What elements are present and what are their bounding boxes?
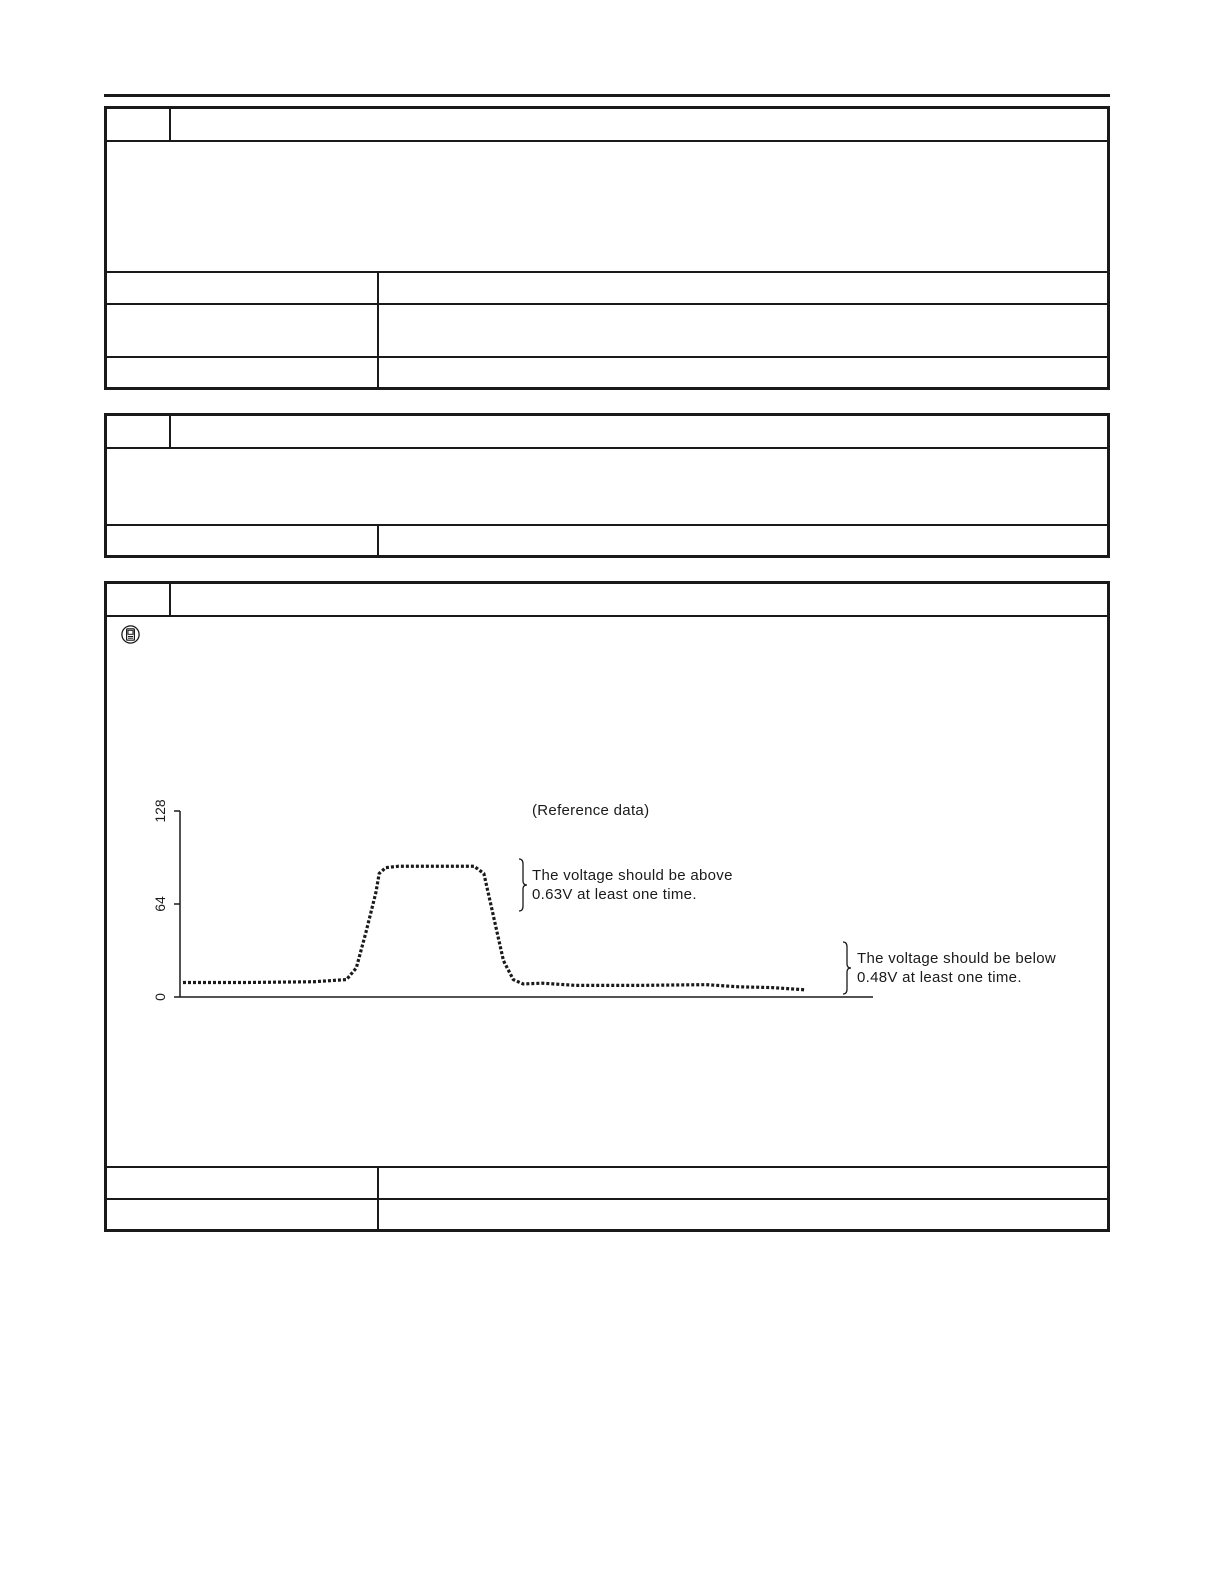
result-label: [107, 273, 379, 303]
procedure-block-3: [104, 581, 1110, 1232]
annotation-lower: [857, 949, 1056, 987]
result-action: [379, 358, 1107, 390]
step-number-cell: [107, 416, 171, 447]
result-row: [107, 1198, 1107, 1232]
y-tick-label: 0: [152, 993, 168, 1001]
annotation-bracket-lower: [843, 942, 851, 994]
block-header: [107, 416, 1107, 449]
annotation-line: 0.48V at least one time.: [857, 969, 1022, 986]
result-action: [379, 1168, 1107, 1198]
result-row: [107, 356, 1107, 390]
step-number-cell: [107, 109, 171, 140]
y-tick-label: 64: [152, 896, 168, 912]
annotation-line: The voltage should be below: [857, 950, 1057, 967]
result-action: [379, 1200, 1107, 1232]
block-instructions: [107, 449, 1107, 524]
annotation-line: The voltage should be above: [532, 867, 733, 884]
block-instructions: [107, 142, 1107, 271]
result-action: [379, 526, 1107, 558]
block-header: [107, 109, 1107, 142]
chart-title: (Reference data): [532, 802, 650, 819]
result-label: [107, 1200, 379, 1232]
result-label: [107, 1168, 379, 1198]
annotation-line: 0.63V at least one time.: [532, 886, 697, 903]
procedure-block-2: [104, 413, 1110, 558]
result-row: [107, 271, 1107, 303]
block-instructions: [107, 617, 1107, 1166]
annotation-upper: [532, 866, 733, 904]
result-row: [107, 524, 1107, 558]
result-action: [379, 273, 1107, 303]
step-number-cell: [107, 584, 171, 615]
result-label: [107, 305, 379, 356]
annotation-bracket-upper: [519, 859, 527, 911]
result-label: [107, 358, 379, 390]
result-row: [107, 303, 1107, 356]
result-row: [107, 1166, 1107, 1198]
result-label: [107, 526, 379, 558]
y-tick-label: 128: [152, 799, 168, 823]
result-action: [379, 305, 1107, 356]
block-header: [107, 584, 1107, 617]
top-rule: [104, 94, 1110, 97]
procedure-block-1: [104, 106, 1110, 390]
